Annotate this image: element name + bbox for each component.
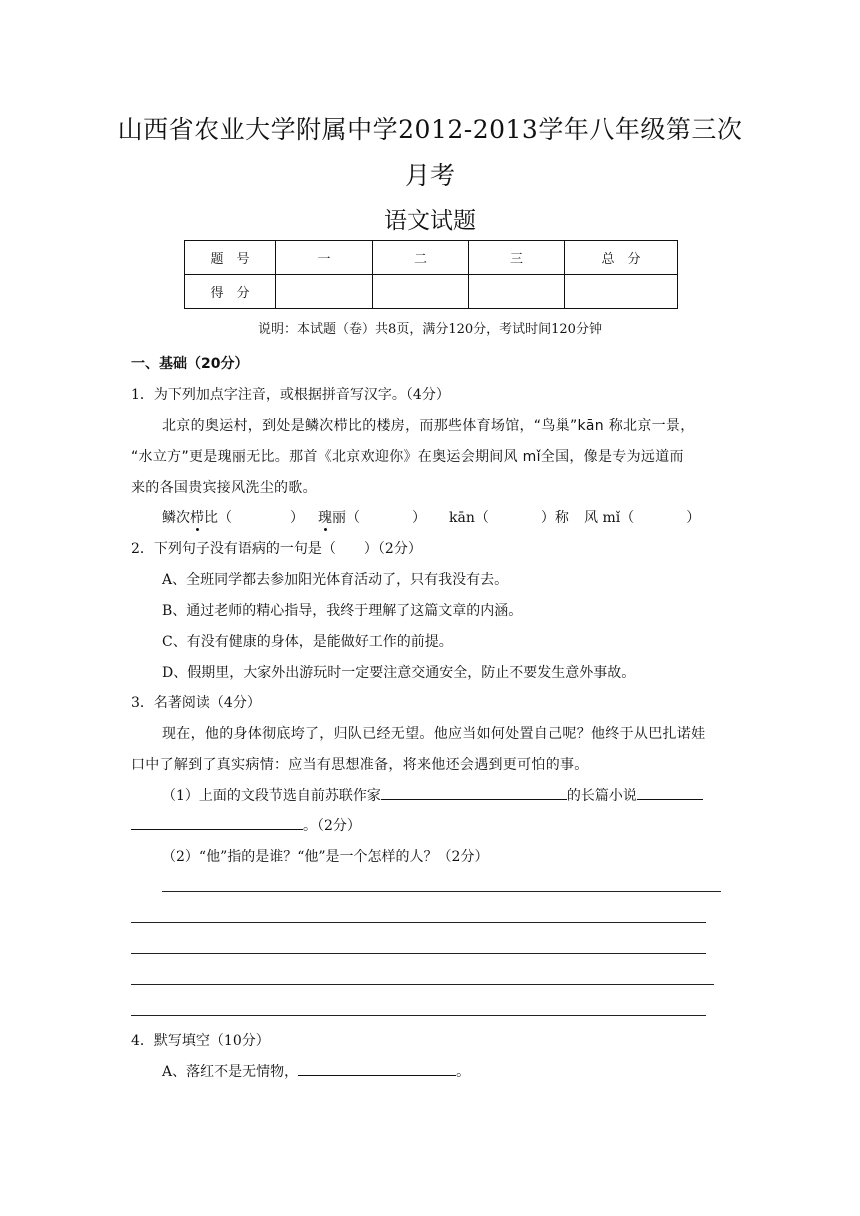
novel-answer-blank[interactable] bbox=[637, 785, 703, 800]
score-header-one: 一 bbox=[276, 241, 373, 275]
item-2-text: 丽（ bbox=[332, 510, 360, 526]
question-1-prompt: 1．为下列加点字注音，或根据拼音写汉字。（4分） bbox=[131, 387, 450, 403]
question-2-option[interactable]: B、通过老师的精心指导，我终于理解了这篇文章的内涵。 bbox=[162, 603, 523, 619]
question-3-sub-1-continued bbox=[131, 815, 361, 835]
answer-line[interactable] bbox=[131, 953, 706, 954]
question-1-passage-line: 北京的奥运村，到处是鳞次栉比的楼房，而那些体育场馆，“鸟巢”kān 称北京一景， bbox=[162, 418, 695, 434]
question-1-items bbox=[449, 507, 569, 527]
sub-1-text: 的长篇小说 bbox=[566, 788, 637, 804]
score-cell-three[interactable] bbox=[469, 275, 565, 309]
score-header-three: 三 bbox=[469, 241, 565, 275]
item-1-text: 比（ bbox=[204, 510, 232, 526]
item-4-close: ） bbox=[686, 510, 701, 526]
answer-line[interactable] bbox=[131, 984, 714, 985]
score-cell-total[interactable] bbox=[565, 275, 678, 309]
score-header-two: 二 bbox=[373, 241, 469, 275]
section-heading: 一、基础（20分） bbox=[131, 356, 249, 372]
novel-answer-blank-continued[interactable] bbox=[131, 815, 303, 830]
exam-subject: 语文试题 bbox=[384, 208, 476, 234]
item-2-dotted-char: 瑰 bbox=[318, 510, 332, 526]
question-3-passage-line: 口中了解到了真实病情：应当有思想准备，将来他还会遇到更可怕的事。 bbox=[131, 757, 589, 773]
score-table bbox=[184, 240, 678, 309]
sub-1-score: 。（2分） bbox=[303, 818, 361, 834]
question-3-prompt: 3．名著阅读（4分） bbox=[131, 695, 261, 711]
item-2-close: ） bbox=[412, 510, 426, 526]
question-1-items bbox=[318, 507, 426, 527]
sub-1-text: （1）上面的文段节选自前苏联作家 bbox=[162, 788, 381, 804]
question-2-option[interactable]: C、有没有健康的身体，是能做好工作的前提。 bbox=[162, 634, 453, 650]
score-header-total: 总 分 bbox=[565, 241, 678, 275]
score-header-label: 题 号 bbox=[185, 241, 276, 275]
item-1-close: ） bbox=[290, 510, 304, 526]
score-row-label: 得 分 bbox=[185, 275, 276, 309]
question-1-items bbox=[584, 507, 700, 527]
question-1-items bbox=[162, 507, 304, 527]
answer-line[interactable] bbox=[162, 891, 721, 892]
question-4-item-a bbox=[162, 1061, 470, 1081]
question-3-sub-1 bbox=[162, 785, 703, 805]
answer-line[interactable] bbox=[131, 1015, 706, 1016]
item-3-text: kān（ bbox=[449, 510, 489, 526]
answer-line[interactable] bbox=[131, 922, 706, 923]
score-table-score-row bbox=[185, 275, 678, 309]
score-cell-two[interactable] bbox=[373, 275, 469, 309]
exam-instructions: 说明：本试题（卷）共8页，满分120分，考试时间120分钟 bbox=[258, 322, 602, 337]
question-1-passage-line: “水立方”更是瑰丽无比。那首《北京欢迎你》在奥运会期间风 mǐ全国，像是专为远道而 bbox=[131, 449, 684, 465]
exam-title-continued: 月考 bbox=[404, 161, 455, 190]
item-4-text: 风 mǐ（ bbox=[584, 510, 635, 526]
question-2-option[interactable]: D、假期里，大家外出游玩时一定要注意交通安全，防止不要发生意外事故。 bbox=[162, 665, 636, 681]
item-a-text: A、落红不是无情物， bbox=[162, 1064, 299, 1080]
item-1-text: 鳞次 bbox=[162, 510, 190, 526]
question-2-option[interactable]: A、全班同学都去参加阳光体育活动了，只有我没有去。 bbox=[162, 572, 509, 588]
author-answer-blank[interactable] bbox=[381, 785, 567, 800]
score-table-header-row bbox=[185, 241, 678, 275]
item-a-answer-blank[interactable] bbox=[298, 1061, 456, 1076]
question-4-prompt: 4．默写填空（10分） bbox=[131, 1033, 270, 1049]
question-3-sub-2: （2）“他”指的是谁？“他”是一个怎样的人？（2分） bbox=[162, 849, 489, 865]
item-a-end: 。 bbox=[456, 1064, 471, 1080]
question-3-passage-line: 现在，他的身体彻底垮了，归队已经无望。他应当如何处置自己呢？他终于从巴扎诺娃 bbox=[162, 726, 706, 742]
question-1-passage-line: 来的各国贵宾接风洗尘的歌。 bbox=[131, 480, 317, 496]
item-3-close: ）称 bbox=[540, 510, 569, 526]
question-2-prompt: 2．下列句子没有语病的一句是（ ）（2分） bbox=[131, 541, 422, 557]
score-cell-one[interactable] bbox=[276, 275, 373, 309]
exam-title: 山西省农业大学附属中学2012-2013学年八年级第三次 bbox=[117, 115, 743, 144]
item-1-dotted-char: 栉 bbox=[190, 510, 204, 526]
